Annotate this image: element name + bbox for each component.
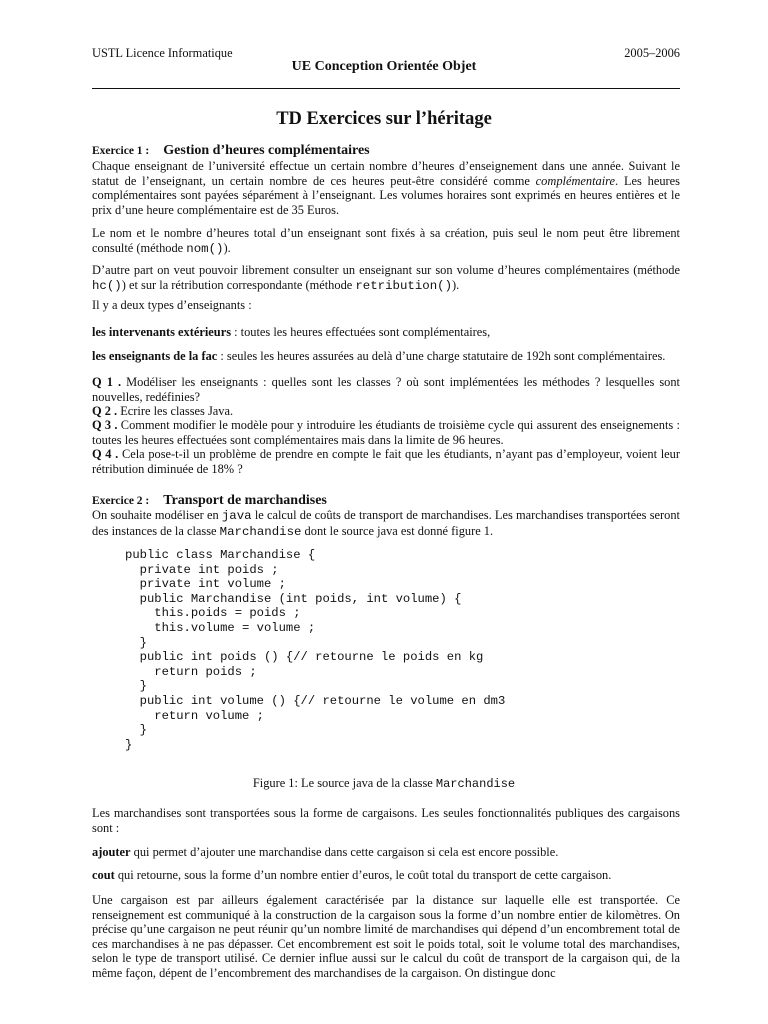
header-year: 2005–2006 xyxy=(624,46,680,60)
term-label: ajouter xyxy=(92,845,131,859)
question-label: Q 1 . xyxy=(92,375,122,389)
text-run: le calcul de coûts de transport de marchandises. Les marchandises transportées seront des instances de la classe xyxy=(92,508,680,538)
exercise-2-heading xyxy=(92,493,680,509)
header-rule xyxy=(92,88,680,89)
question-label: Q 2 . xyxy=(92,404,118,418)
caption-text: Figure 1: Le source java de la classe xyxy=(252,776,436,790)
term-definition: : toutes les heures effectuées sont complémentaires, xyxy=(231,325,491,339)
exercise-1-heading xyxy=(92,143,680,159)
exercise-1-name: Gestion d’heures complémentaires xyxy=(163,143,370,158)
term-label: les enseignants de la fac xyxy=(92,349,218,363)
text-emphasis: complémentaire xyxy=(535,173,616,188)
exercise-2-paragraph-3: Une cargaison est par ailleurs également caractérisée par la distance sur laquelle elle est transportée. Ce renseignement est communiqué à la construction de la cargaison sous la forme d’un nombre entier de kilomètres. On précise qu’une cargaison ne peut réunir qu’un nombre limité de marchandises qui dépend d’un encombrement total de ces marchandises à ne pas dépasser. Cet encombrement est soit le poids total, soit le volume total des marchandises, selon le type de transport utilisé. Ce dernier influe aussi sur le calcul du coût de transport de la cargaison qui, de la même façon, dépent de l’encombrement des marchandises de la cargaison. On distingue donc xyxy=(92,893,680,980)
text-run: dont le source java est donné figure 1. xyxy=(301,523,494,538)
exercise-2-name: Transport de marchandises xyxy=(163,493,327,508)
function-cout xyxy=(92,868,680,883)
question-text: Cela pose-t-il un problème de prendre en compte le fait que les étudiants, n’ayant pas d’employeur, voient leur rétribution diminuée de 18% ? xyxy=(92,447,680,476)
code-inline: hc() xyxy=(92,278,122,293)
exercise-2-number: Exercice 2 : xyxy=(92,495,150,507)
question-label: Q 3 . xyxy=(92,418,118,432)
question-2 xyxy=(92,404,680,419)
text-run: ) et sur la rétribution correspondante (méthode xyxy=(121,277,356,292)
text-run: On souhaite modéliser en xyxy=(92,508,222,522)
term-definition: : seules les heures assurées au delà d’une charge statutaire de 192h sont complémentaires. xyxy=(217,349,666,363)
code-inline: nom() xyxy=(186,241,224,256)
question-text: Comment modifier le modèle pour y introduire les étudiants de troisième cycle qui assurent des enseignements : toutes les heures effectuées sont complémentaires mais dans la limite de 96 heures. xyxy=(92,418,680,447)
term-definition: qui retourne, sous la forme d’un nombre entier d’euros, le coût total du transport de cette cargaison. xyxy=(114,868,612,882)
exercise-2-paragraph-1 xyxy=(92,508,680,539)
header-course: UE Conception Orientée Objet xyxy=(291,59,477,74)
question-1 xyxy=(92,375,680,404)
term-definition: qui permet d’ajouter une marchandise dans cette cargaison si cela est encore possible. xyxy=(130,845,559,859)
exercise-2-paragraph-2: Les marchandises sont transportées sous la forme de cargaisons. Les seules fonctionnalités publiques des cargaisons sont : xyxy=(92,806,680,835)
term-label: les intervenants extérieurs xyxy=(92,325,232,339)
teacher-type-external xyxy=(92,325,680,340)
text-run: ). xyxy=(452,277,460,292)
question-3 xyxy=(92,418,680,447)
text-run: . Les heures complémentaires sont payées séparément à l’enseignant. Les volumes horaires sont exprimés en heures entières et le prix d’une heure complémentaire est de 35 Euros. xyxy=(92,173,680,217)
exercise-1-paragraph-2 xyxy=(92,226,680,256)
caption-code: Marchandise xyxy=(435,777,516,791)
text-run: D’autre part on veut pouvoir librement consulter un enseignant sur son volume d’heures complémentaires (méthode xyxy=(92,263,680,277)
text-run: Chaque enseignant de l’université effectue un certain nombre d’heures d’enseignement dans une année. Suivant le statut de l’enseignant, un certain nombre de ces heures peut-être considéré comme xyxy=(92,159,680,188)
exercise-1-paragraph-4: Il y a deux types d’enseignants : xyxy=(92,298,252,312)
function-ajouter xyxy=(92,845,680,860)
question-4 xyxy=(92,447,680,476)
teacher-type-faculty xyxy=(92,349,680,364)
question-text: Modéliser les enseignants : quelles sont les classes ? où sont implémentées les méthodes ? lesquelles sont nouvelles, redéfinies? xyxy=(92,375,680,404)
figure-caption xyxy=(0,776,768,792)
text-run: Le nom et le nombre d’heures total d’un enseignant sont fixés à sa création, puis seul le nom peut être librement consulté (méthode xyxy=(92,226,680,255)
exercise-1-paragraph-1 xyxy=(92,159,680,217)
code-listing-marchandise: public class Marchandise { private int poids ; private int volume ; public Marchandise (int poids, int volume) { this.poids = poids ; this.volume = volume ; } public int poids () {// retourne le poids en kg return poids ; } public int volume () {// retourne le volume en dm3 return volume ; } } xyxy=(125,548,506,752)
exercise-1-paragraph-3 xyxy=(92,263,680,293)
exercise-1-number: Exercice 1 : xyxy=(92,145,150,157)
document-title: TD Exercices sur l’héritage xyxy=(276,109,492,129)
header-institution: USTL Licence Informatique xyxy=(92,46,233,60)
code-inline: Marchandise xyxy=(219,524,302,539)
question-text: Ecrire les classes Java. xyxy=(117,404,234,418)
term-label: cout xyxy=(92,868,115,882)
question-label: Q 4 . xyxy=(92,447,119,461)
text-run: ). xyxy=(223,240,231,255)
code-inline: retribution() xyxy=(355,278,453,293)
code-inline: java xyxy=(221,509,252,523)
